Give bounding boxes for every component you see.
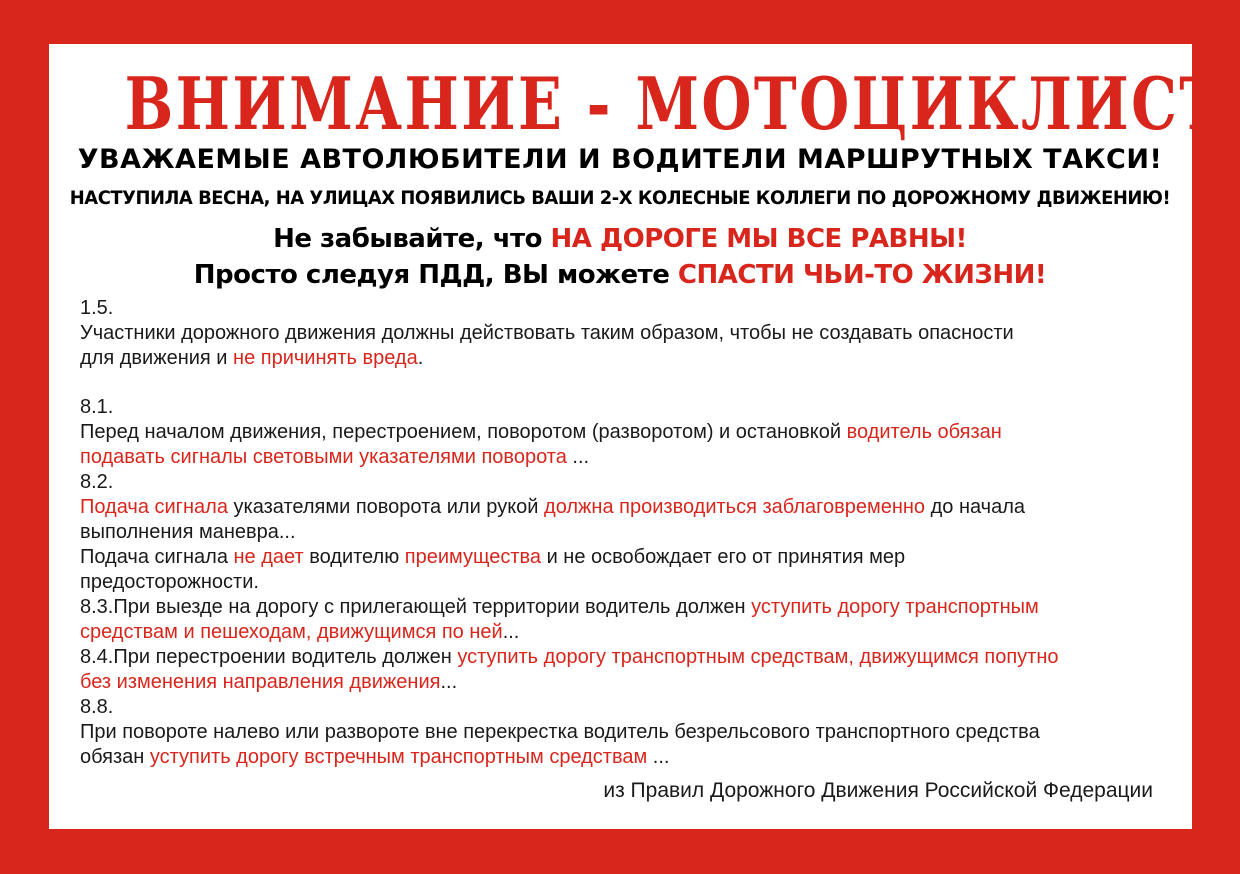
rules-text: [80, 296, 1180, 770]
rule-highlight: не причинять вреда: [233, 347, 418, 369]
heading-spring: НАСТУПИЛА ВЕСНА, НА УЛИЦАХ ПОЯВИЛИСЬ ВАШИ 2-Х КОЛЕСНЫЕ КОЛЛЕГИ ПО ДОРОЖНОМУ ДВИЖЕНИЮ!: [69, 187, 1171, 209]
rule-text: до начала: [925, 496, 1026, 518]
heading-save-lives: [0, 258, 1240, 292]
rule-text: водителю: [303, 546, 405, 568]
heading-save-lives-text: Просто следуя ПДД, ВЫ можете: [193, 260, 678, 290]
rule-text: и не освобождает его от принятия мер: [541, 546, 906, 568]
rule-line: [80, 670, 1180, 695]
source-citation: из Правил Дорожного Движения Российской Федерации: [603, 779, 1153, 802]
rule-line: [80, 645, 1180, 670]
rule-line: [80, 420, 1180, 445]
rule-highlight: водитель обязан: [846, 421, 1002, 443]
rule-text: для движения и: [80, 347, 234, 369]
rule-text: ...: [566, 446, 590, 468]
heading-save-lives-accent: СПАСТИ ЧЬИ-ТО ЖИЗНИ!: [677, 260, 1047, 290]
rule-line: [80, 745, 1180, 770]
rule-line: [80, 595, 1180, 620]
heading-equal-accent: НА ДОРОГЕ МЫ ВСЕ РАВНЫ!: [550, 224, 967, 254]
rule-text: указателями поворота или рукой: [227, 496, 545, 518]
rule-highlight: уступить дорогу транспортным: [751, 596, 1039, 618]
rule-highlight: Подача сигнала: [80, 496, 228, 518]
rule-text: .: [417, 347, 424, 369]
rule-line: предосторожности.: [80, 571, 259, 593]
rule-text: ...: [440, 671, 458, 693]
rule-text: 8.4.При перестроении водитель должен: [80, 646, 458, 668]
poster-title: ВНИМАНИЕ - МОТОЦИКЛИСТ: [124, 61, 1225, 146]
rule-text: Подача сигнала: [80, 546, 234, 568]
rule-line: [80, 620, 1180, 645]
rule-highlight: уступить дорогу встречным транспортным средствам: [149, 746, 648, 768]
rule-line: [80, 346, 1180, 371]
rule-highlight: уступить дорогу транспортным средствам, движущимся попутно: [457, 646, 1059, 668]
rule-highlight: не дает: [233, 546, 304, 568]
heading-equal: [0, 222, 1240, 256]
rule-line: [80, 545, 1180, 570]
heading-equal-text: Не забывайте, что: [273, 224, 551, 254]
rule-text: Перед началом движения, перестроением, поворотом (разворотом) и остановкой: [80, 421, 847, 443]
rule-line: Участники дорожного движения должны действовать таким образом, чтобы не создавать опасности: [80, 322, 1014, 344]
rule-highlight: преимущества: [404, 546, 542, 568]
rule-text: обязан: [80, 746, 150, 768]
rule-number: 8.1.: [80, 396, 114, 418]
rule-text: ...: [647, 746, 670, 768]
rule-line: [80, 445, 1180, 470]
rule-text: 8.3.При выезде на дорогу с прилегающей территории водитель должен: [80, 596, 752, 618]
heading-drivers: УВАЖАЕМЫЕ АВТОЛЮБИТЕЛИ И ВОДИТЕЛИ МАРШРУТНЫХ ТАКСИ!: [77, 144, 1163, 175]
rule-line: При повороте налево или развороте вне перекрестка водитель безрельсового транспортного средства: [80, 721, 1040, 743]
rule-highlight: без изменения направления движения: [80, 671, 441, 693]
rule-highlight: подавать сигналы световыми указателями поворота: [80, 446, 567, 468]
rule-text: ...: [502, 621, 520, 643]
rule-number: 8.8.: [80, 696, 114, 718]
rule-line: выполнения маневра...: [80, 521, 296, 543]
rule-highlight: должна производиться заблаговременно: [544, 496, 926, 518]
rule-number: 8.2.: [80, 471, 114, 493]
rule-highlight: средствам и пешеходам, движущимся по ней: [80, 621, 503, 643]
rule-number: 1.5.: [80, 297, 114, 319]
rule-line: [80, 495, 1180, 520]
